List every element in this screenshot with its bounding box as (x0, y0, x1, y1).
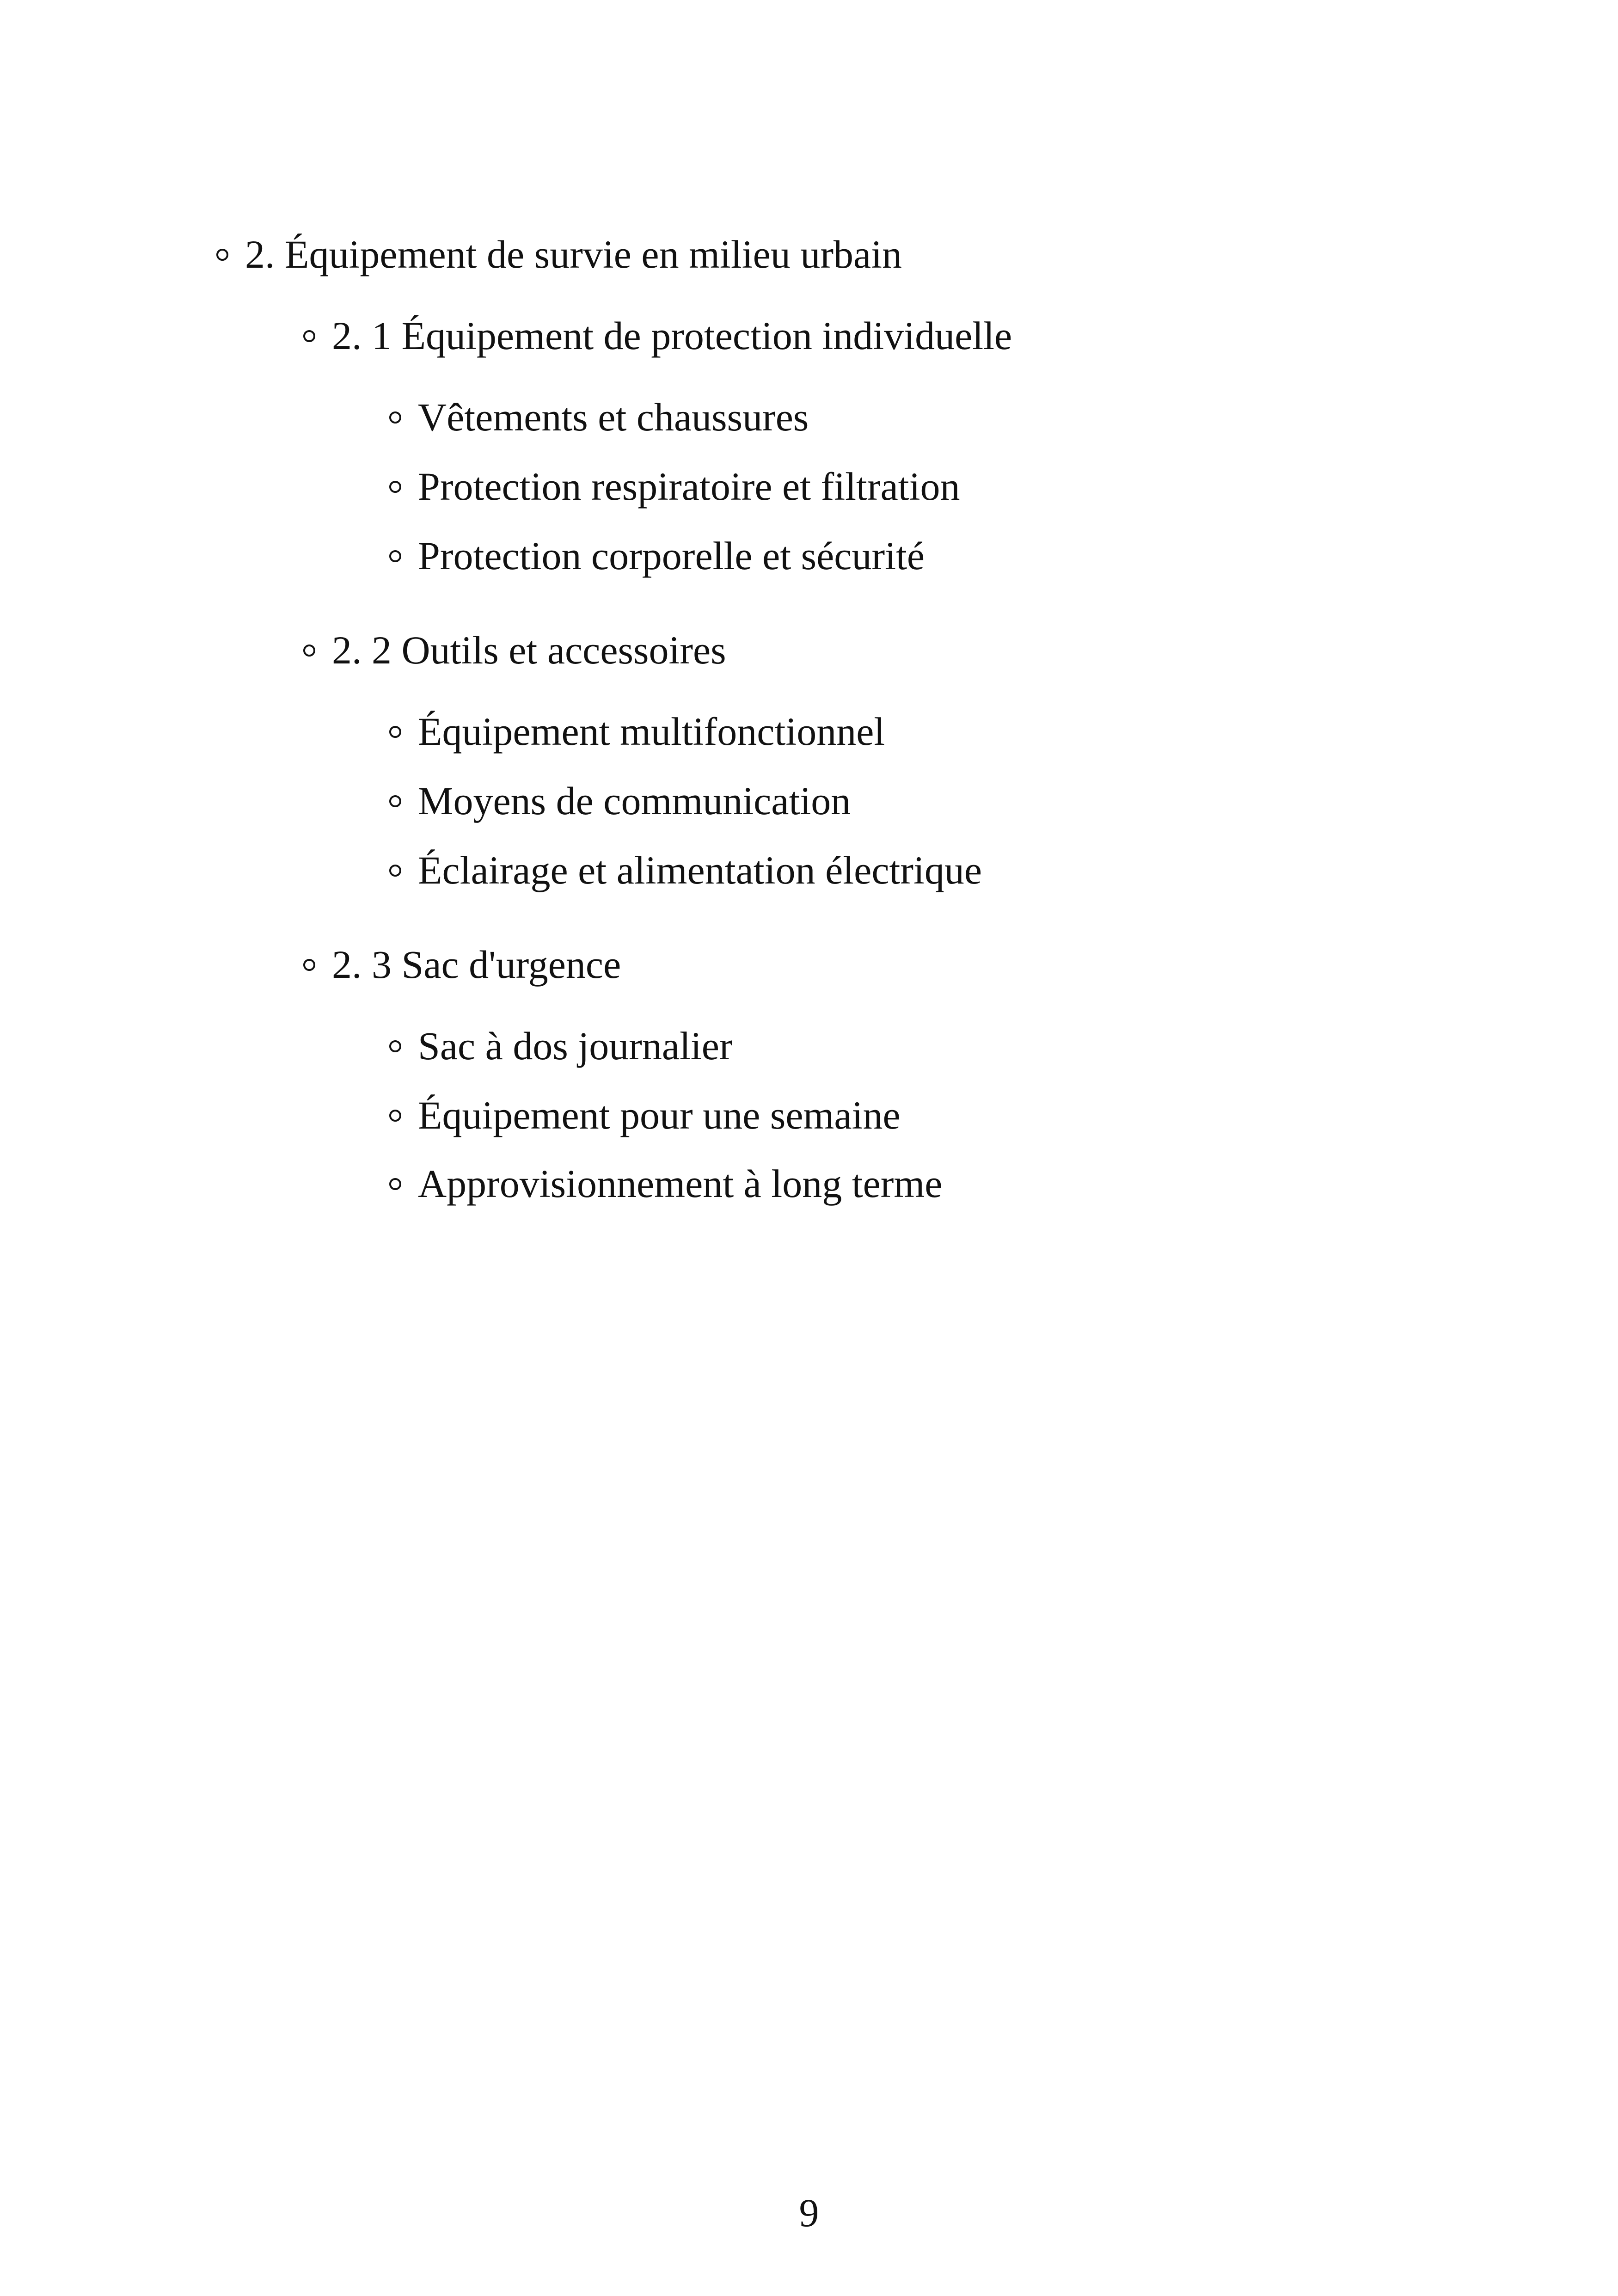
outline-item-level2 (303, 941, 621, 988)
hollow-circle-bullet-icon (216, 249, 228, 261)
list-item: Éclairage et alimentation électrique (418, 848, 982, 892)
outline-item-level3 (389, 463, 960, 510)
list-item: Vêtements et chaussures (418, 395, 809, 439)
list-item: Protection respiratoire et filtration (418, 464, 960, 509)
outline-item-level2 (303, 313, 1012, 359)
list-item: Protection corporelle et sécurité (418, 534, 925, 578)
outline-item-level3 (389, 1023, 733, 1069)
hollow-circle-bullet-icon (303, 330, 315, 342)
outline-item-level3 (389, 847, 982, 893)
hollow-circle-bullet-icon (389, 795, 401, 807)
outline-item-level1 (216, 231, 902, 277)
subsection-title: 2. 3 Sac d'urgence (332, 942, 621, 987)
list-item: Moyens de communication (418, 779, 851, 823)
hollow-circle-bullet-icon (389, 1178, 401, 1190)
list-item: Équipement pour une semaine (418, 1093, 901, 1137)
hollow-circle-bullet-icon (303, 959, 315, 971)
list-item: Équipement multifonctionnel (418, 709, 885, 754)
hollow-circle-bullet-icon (389, 1040, 401, 1052)
outline-item-level3 (389, 708, 885, 755)
hollow-circle-bullet-icon (389, 481, 401, 493)
outline-item-level3 (389, 1092, 901, 1138)
hollow-circle-bullet-icon (389, 1110, 401, 1122)
subsection-title: 2. 2 Outils et accessoires (332, 628, 726, 672)
hollow-circle-bullet-icon (389, 726, 401, 738)
subsection-title: 2. 1 Équipement de protection individuelle (332, 313, 1012, 358)
outline-item-level3 (389, 778, 851, 824)
outline-item-level2 (303, 627, 726, 673)
hollow-circle-bullet-icon (303, 645, 315, 657)
page-number: 9 (799, 2191, 819, 2235)
hollow-circle-bullet-icon (389, 411, 401, 424)
section-title: 2. Équipement de survie en milieu urbain (245, 232, 902, 276)
list-item: Sac à dos journalier (418, 1024, 733, 1068)
hollow-circle-bullet-icon (389, 865, 401, 877)
outline-item-level3 (389, 533, 925, 579)
outline-item-level3 (389, 1160, 942, 1207)
hollow-circle-bullet-icon (389, 550, 401, 562)
list-item: Approvisionnement à long terme (418, 1161, 943, 1206)
outline-item-level3 (389, 394, 809, 440)
